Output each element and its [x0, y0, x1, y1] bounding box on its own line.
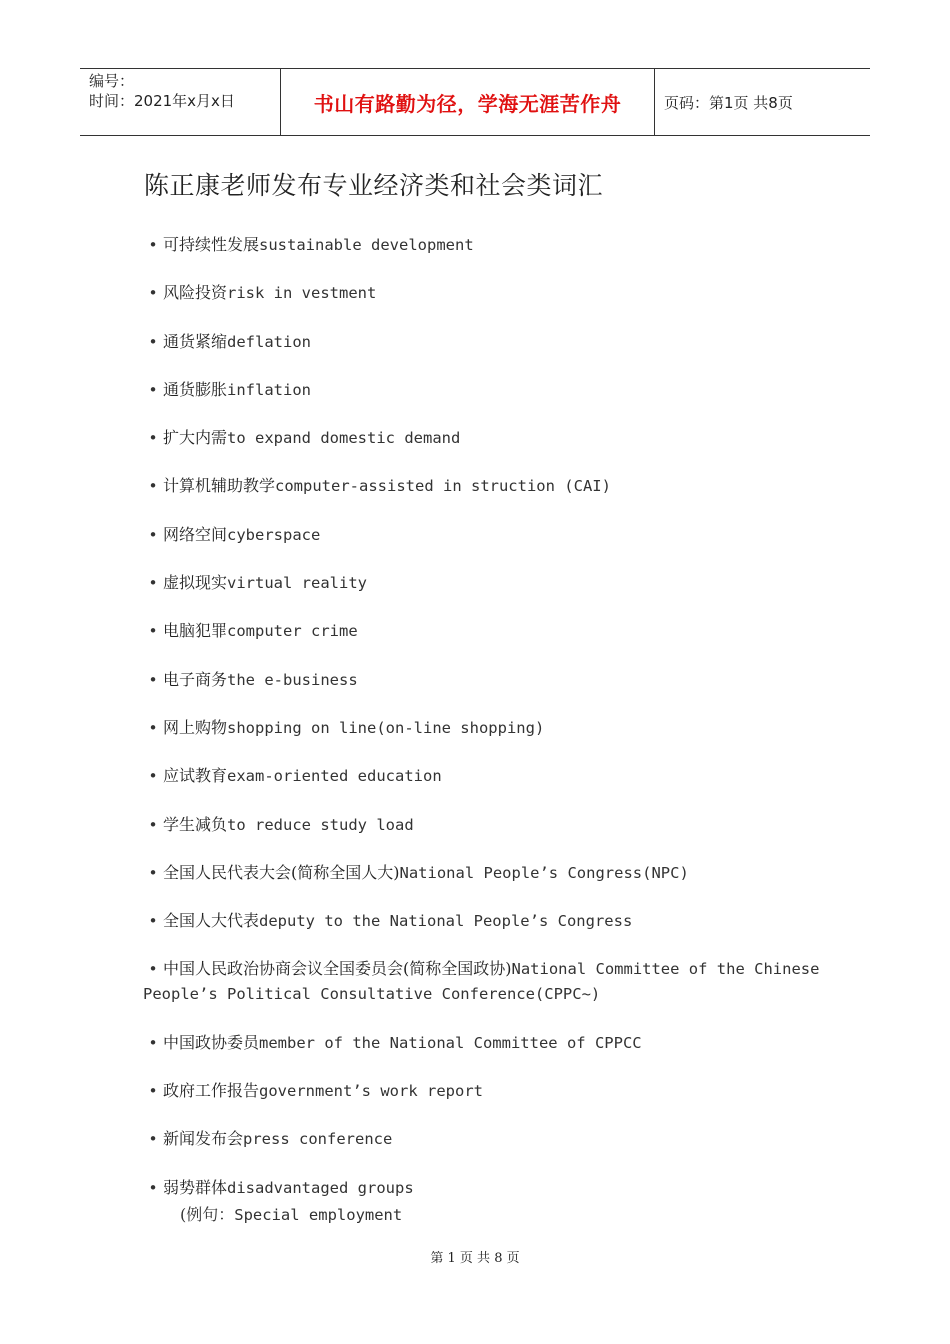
header-meta — [80, 69, 281, 135]
entry-english: computer crime — [227, 622, 358, 641]
entry-english: the e-business — [227, 670, 358, 689]
bullet-icon: • — [148, 815, 158, 834]
vocab-entry — [143, 1126, 833, 1152]
vocab-entry — [143, 232, 833, 258]
entry-chinese: 网上购物 — [163, 717, 228, 737]
vocab-entry — [143, 956, 833, 1007]
vocab-entry — [143, 667, 833, 693]
bullet-icon: • — [148, 1130, 158, 1149]
bullet-icon: • — [148, 912, 158, 931]
bullet-icon: • — [148, 767, 158, 786]
entry-english: government’s work report — [259, 1082, 483, 1101]
bullet-icon: • — [148, 960, 158, 979]
page-footer: 第 1 页 共 8 页 — [430, 1251, 520, 1266]
bullet-icon: • — [148, 380, 158, 399]
entry-chinese: 通货膨胀 — [163, 379, 228, 399]
vocab-entry — [143, 280, 833, 306]
entry-chinese: 扩大内需 — [163, 428, 228, 448]
entry-chinese: 网络空间 — [163, 524, 228, 544]
bullet-icon: • — [148, 670, 158, 689]
vocab-entry — [143, 1175, 833, 1201]
entry-english: virtual reality — [227, 574, 367, 593]
entry-chinese: 虚拟现实 — [163, 573, 228, 593]
entry-chinese: 全国人民代表大会(简称全国人大) — [163, 862, 400, 882]
entry-english: risk in vestment — [227, 284, 377, 303]
entry-english: National Committee of the Chinese People’s Political Consultative Conference(CPPC~) — [143, 960, 820, 1004]
time-label: 时间：2021年x月x日 — [89, 92, 235, 110]
entry-chinese: 应试教育 — [163, 766, 228, 786]
entry-english: deputy to the National People’s Congress — [259, 912, 633, 931]
bullet-icon: • — [148, 477, 158, 496]
header-motto: 书山有路勤为径，学海无涯苦作舟 — [281, 69, 655, 135]
bullet-icon: • — [148, 622, 158, 641]
entry-chinese: 风险投资 — [163, 283, 228, 303]
vocab-entry — [143, 715, 833, 741]
entry-chinese: 中国政协委员 — [163, 1032, 260, 1052]
entry-english: shopping on line(on-line shopping) — [227, 718, 545, 737]
entry-english: exam-oriented education — [227, 767, 442, 786]
document-title: 陈正康老师发布专业经济类和社会类词汇 — [144, 171, 604, 200]
example-en: Special employment — [234, 1206, 403, 1224]
bullet-icon: • — [148, 574, 158, 593]
bullet-icon: • — [148, 525, 158, 544]
vocab-entry — [143, 1078, 833, 1104]
vocab-entry — [143, 908, 833, 934]
entry-chinese: 通货紧缩 — [163, 331, 228, 351]
vocab-entry — [143, 329, 833, 355]
entry-english: disadvantaged groups — [227, 1178, 414, 1197]
entry-english: member of the National Committee of CPPCC — [259, 1033, 642, 1052]
entry-chinese: 电脑犯罪 — [163, 621, 228, 641]
bullet-icon: • — [148, 1082, 158, 1101]
entry-chinese: 电子商务 — [163, 669, 228, 689]
vocab-entry — [143, 425, 833, 451]
entry-english: to expand domestic demand — [227, 429, 461, 448]
vocab-entry — [143, 377, 833, 403]
entry-english: inflation — [227, 380, 312, 399]
entry-chinese: 新闻发布会 — [163, 1129, 244, 1149]
entry-chinese: 计算机辅助教学 — [163, 476, 276, 496]
bullet-icon: • — [148, 718, 158, 737]
vocab-entry — [143, 860, 833, 886]
vocab-entry — [143, 812, 833, 838]
example-zh: (例句： — [180, 1205, 235, 1224]
vocab-entry — [143, 570, 833, 596]
entry-chinese: 全国人大代表 — [163, 911, 260, 931]
vocab-entry — [143, 1030, 833, 1056]
vocab-entry — [143, 763, 833, 789]
vocab-entry — [143, 618, 833, 644]
vocabulary-list — [143, 232, 833, 1223]
number-label: 编号： — [89, 72, 135, 90]
entry-english: to reduce study load — [227, 815, 414, 834]
bullet-icon: • — [148, 284, 158, 303]
bullet-icon: • — [148, 429, 158, 448]
example-sentence — [180, 1202, 402, 1225]
vocab-entry — [143, 473, 833, 499]
vocab-entry — [143, 522, 833, 548]
entry-english: press conference — [243, 1130, 393, 1149]
entry-chinese: 弱势群体 — [163, 1177, 228, 1197]
entry-chinese: 学生减负 — [163, 814, 228, 834]
entry-english: computer-assisted in struction (CAI) — [275, 477, 611, 496]
header-page-info: 页码：第1页 共8页 — [664, 93, 793, 112]
entry-english: deflation — [227, 332, 312, 351]
bullet-icon: • — [148, 1178, 158, 1197]
bullet-icon: • — [148, 332, 158, 351]
header-table — [80, 68, 870, 136]
bullet-icon: • — [148, 1033, 158, 1052]
entry-english: sustainable development — [259, 236, 474, 254]
entry-chinese: 中国人民政治协商会议全国委员会(简称全国政协) — [163, 959, 512, 979]
entry-chinese: 可持续性发展 — [163, 235, 260, 254]
entry-english: National People’s Congress(NPC) — [399, 863, 689, 882]
bullet-icon: • — [148, 236, 158, 254]
entry-chinese: 政府工作报告 — [163, 1081, 260, 1101]
bullet-icon: • — [148, 863, 158, 882]
entry-english: cyberspace — [227, 525, 321, 544]
